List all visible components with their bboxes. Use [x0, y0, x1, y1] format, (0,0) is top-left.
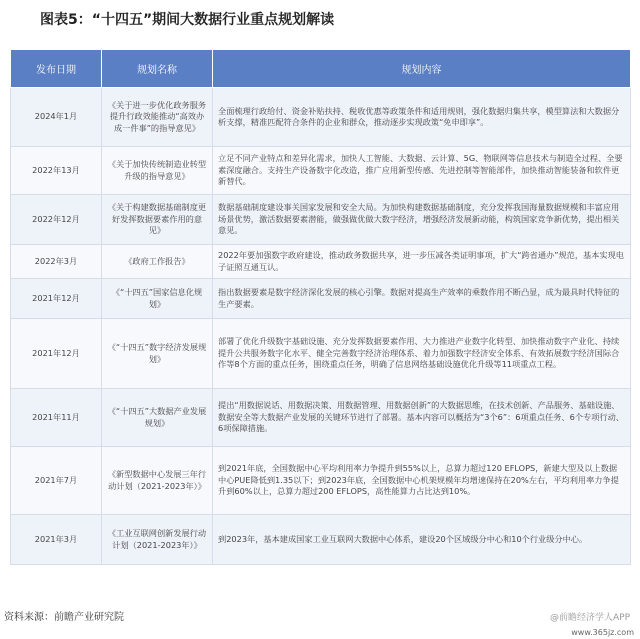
- row-content: 部署了优化升级数字基础设施、充分发挥数据要素作用、大力推进产业数字化转型、加快推动数字产业化、持续提升公共服务数字化水平、健全完善数字经济治理体系、着力加强数字经济安全体系、有效拓展数字经济国际合作等8个方面的重点任务，围绕重点任务，明确了信息网络基础设施优化升级等11项重点工程。: [213, 319, 631, 389]
- row-date: 2024年1月: [11, 88, 102, 147]
- row-date: 2021年11月: [11, 389, 102, 447]
- table-row: [11, 88, 631, 147]
- watermark: @前瞻经济学人APP: [549, 613, 630, 623]
- row-name: 《政府工作报告》: [102, 245, 213, 279]
- row-content: 到2021年底，全国数据中心平均利用率力争提升到55%以上，总算力超过120 EFLOPS，新建大型及以上数据中心PUE降低到1.35以下；到2023年底，全国数据中心机架规模年均增速保持在20%左右，平均利用率力争提升到60%以上，总算力超过200 EFLOPS，高性能算力占比达到10%。: [213, 447, 631, 515]
- header-date: 发布日期: [11, 50, 102, 88]
- row-content: 指出数据要素是数字经济深化发展的核心引擎。数据对提高生产效率的乘数作用不断凸显，成为最具时代特征的生产要素。: [213, 279, 631, 319]
- page-title: 图表5：“十四五”期间大数据行业重点规划解读: [40, 12, 335, 28]
- table-row: [11, 515, 631, 565]
- table-header-row: [11, 50, 631, 88]
- table-row: [11, 447, 631, 515]
- row-date: 2022年13月: [11, 147, 102, 195]
- table-row: [11, 147, 631, 195]
- row-content: 立足不同产业特点和差异化需求，加快人工智能、大数据、云计算、5G、物联网等信息技术与制造全过程、全要素深度融合。支持生产设备数字化改造，推广应用新型传感、先进控制等智能部件，加快推动智能装备和软件更新替代。: [213, 147, 631, 195]
- row-content: 全面梳理行政给付、资金补贴扶持、税收优惠等政策条件和适用规则，强化数据归集共享，模型算法和大数据分析支撑，精准匹配符合条件的企业和群众，推动逐步实现政策“免申即享”。: [213, 88, 631, 147]
- header-content: 规划内容: [213, 50, 631, 88]
- row-date: 2022年3月: [11, 245, 102, 279]
- row-date: 2021年12月: [11, 319, 102, 389]
- site-watermark: www.365jz.com: [571, 628, 634, 637]
- row-name: 《工业互联网创新发展行动计划（2021-2023年）》: [102, 515, 213, 565]
- row-content: 到2023年，基本建成国家工业互联网大数据中心体系，建设20个区域级分中心和10个行业级分中心。: [213, 515, 631, 565]
- row-name: 《关于加快传统制造业转型升级的指导意见》: [102, 147, 213, 195]
- row-name: 《“十四五”大数据产业发展规划》: [102, 389, 213, 447]
- row-name: 《“十四五”国家信息化规划》: [102, 279, 213, 319]
- row-date: 2021年12月: [11, 279, 102, 319]
- table-row: [11, 319, 631, 389]
- row-name: 《关于进一步优化政务服务提升行政效能推动“高效办成一件事”的指导意见》: [102, 88, 213, 147]
- row-content: 2022年要加强数字政府建设，推动政务数据共享，进一步压减各类证明事项，扩大“跨省通办”规范，基本实现电子证照互通互认。: [213, 245, 631, 279]
- row-content: 提出“用数据说话、用数据决策、用数据管理、用数据创新”的大数据思维，在技术创新、产品服务、基础设施、数据安全等大数据产业发展的关键环节进行了部署。基本内容可以概括为“3个6”：6项重点任务、6个专项行动、6项保障措施。: [213, 389, 631, 447]
- row-name: 《“十四五”数字经济发展规划》: [102, 319, 213, 389]
- row-date: 2021年3月: [11, 515, 102, 565]
- row-content: 数据基础制度建设事关国家发展和安全大局。为加快构建数据基础制度，充分发挥我国海量数据规模和丰富应用场景优势，激活数据要素潜能，做强做优做大数字经济，增强经济发展新动能，构筑国家竞争新优势，提出相关意见。: [213, 195, 631, 245]
- table-row: [11, 245, 631, 279]
- planning-table: [10, 49, 631, 565]
- header-name: 规划名称: [102, 50, 213, 88]
- row-date: 2022年12月: [11, 195, 102, 245]
- source-note: 资料来源：前瞻产业研究院: [4, 612, 124, 623]
- table-row: [11, 389, 631, 447]
- table-row: [11, 279, 631, 319]
- row-name: 《新型数据中心发展三年行动计划（2021-2023年）》: [102, 447, 213, 515]
- table-row: [11, 195, 631, 245]
- row-date: 2021年7月: [11, 447, 102, 515]
- row-name: 《关于构建数据基础制度更好发挥数据要素作用的意见》: [102, 195, 213, 245]
